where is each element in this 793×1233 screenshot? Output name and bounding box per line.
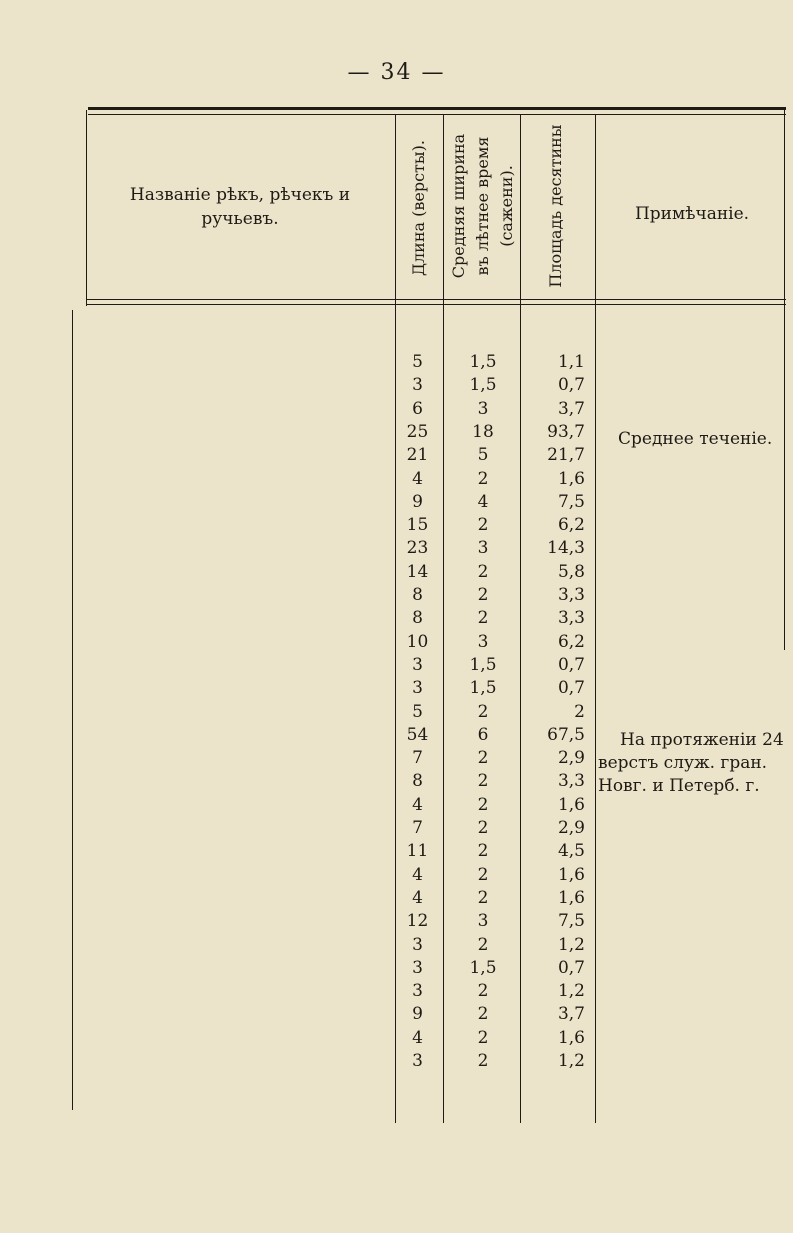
- table-row: [0, 398, 793, 421]
- width-cell: 1,5: [469, 352, 497, 372]
- table-row: [0, 491, 793, 514]
- length-cell: 25: [406, 421, 429, 442]
- width-cell: 2: [477, 864, 489, 885]
- area-cell: 1,6: [557, 1027, 585, 1048]
- area-cell: 14,3: [547, 538, 585, 559]
- length-cell: 54: [406, 724, 429, 745]
- length-cell: 9: [412, 1004, 423, 1025]
- width-cell: 2: [477, 1027, 489, 1048]
- width-cell: 2: [477, 1051, 489, 1071]
- table-row: [0, 1027, 793, 1050]
- area-cell: 21,7: [547, 445, 585, 466]
- area-cell: 1,6: [557, 864, 585, 885]
- area-cell: 1,6: [557, 468, 585, 489]
- width-cell: 2: [477, 561, 489, 582]
- length-cell: 23: [406, 538, 429, 559]
- length-cell: 3: [412, 375, 423, 396]
- length-cell: 10: [406, 631, 429, 652]
- table-row: [0, 934, 793, 957]
- note-tosna-line-3: Новг. и Петерб. г.: [598, 776, 760, 796]
- width-cell: 3: [477, 911, 489, 932]
- table-row: [0, 957, 793, 980]
- area-cell: 7,5: [557, 491, 585, 512]
- left-border: [86, 110, 87, 306]
- length-cell: 3: [412, 934, 423, 955]
- length-cell: 4: [412, 468, 423, 489]
- length-cell: 15: [406, 515, 429, 536]
- header-bottom-rule: [86, 299, 786, 300]
- table-row: [0, 910, 793, 933]
- area-cell: 7,5: [557, 911, 585, 932]
- length-cell: 21: [406, 445, 429, 466]
- area-cell: 1,2: [557, 1051, 585, 1071]
- width-cell: 2: [477, 585, 489, 605]
- area-cell: 6,2: [557, 515, 585, 536]
- length-cell: 3: [412, 957, 423, 978]
- page-number: — 34 —: [347, 60, 446, 85]
- width-cell: 3: [477, 631, 489, 652]
- length-cell: 3: [412, 981, 423, 1002]
- width-cell: 2: [477, 934, 489, 955]
- area-cell: 5,8: [557, 561, 585, 582]
- length-cell: 5: [412, 352, 423, 372]
- table-row: [0, 864, 793, 887]
- area-cell: 2,9: [557, 748, 585, 769]
- header-width-line-1: Средняя ширина: [449, 133, 468, 279]
- table-row: [0, 1050, 793, 1073]
- width-cell: 2: [477, 841, 489, 862]
- length-cell: 5: [412, 701, 423, 722]
- area-cell: 1,2: [557, 934, 585, 955]
- table-row: [0, 1003, 793, 1026]
- length-cell: 8: [412, 608, 423, 629]
- width-cell: 1,5: [469, 957, 497, 978]
- note-tosna-line-1: На протяженіи 24: [620, 730, 784, 750]
- length-cell: 3: [412, 1051, 423, 1071]
- area-cell: 1,2: [557, 981, 585, 1002]
- table-row: [0, 840, 793, 863]
- width-cell: 2: [477, 818, 489, 838]
- width-cell: 4: [477, 491, 489, 512]
- width-cell: 2: [477, 748, 489, 769]
- table-row: [0, 980, 793, 1003]
- note-tosna-line-2: верстъ служ. гран.: [598, 753, 768, 773]
- length-cell: 9: [412, 491, 423, 512]
- width-cell: 2: [477, 887, 489, 908]
- note-middle-course: Среднее теченіе.: [618, 429, 773, 449]
- width-cell: 2: [477, 771, 489, 792]
- length-cell: 4: [412, 1027, 423, 1048]
- header-length: Длина (версты).: [409, 140, 428, 276]
- area-cell: 3,7: [557, 1004, 585, 1025]
- width-cell: 1,5: [469, 654, 497, 675]
- width-cell: 18: [472, 421, 494, 442]
- top-rule: [88, 107, 786, 110]
- area-cell: 2,9: [557, 818, 585, 838]
- header-width-line-3: (сажени).: [497, 165, 516, 247]
- width-cell: 6: [477, 724, 489, 745]
- area-cell: 0,7: [557, 375, 585, 396]
- width-cell: 1,5: [469, 678, 497, 699]
- area-cell: 3,3: [557, 771, 585, 792]
- table-row: [0, 817, 793, 840]
- width-cell: 2: [477, 981, 489, 1002]
- area-cell: 4,5: [557, 841, 585, 862]
- table-row: [0, 537, 793, 560]
- length-cell: 3: [412, 654, 423, 675]
- length-cell: 6: [412, 398, 423, 419]
- area-cell: 1,6: [557, 794, 585, 815]
- table-row: [0, 468, 793, 491]
- width-cell: 2: [477, 794, 489, 815]
- length-cell: 4: [412, 794, 423, 815]
- area-cell: 3,3: [557, 608, 585, 629]
- header-name: Названіе рѣкъ, рѣчекъ и ручьевъ.: [129, 185, 351, 229]
- length-cell: 11: [406, 841, 429, 862]
- area-cell: 93,7: [547, 421, 585, 442]
- length-cell: 14: [406, 561, 429, 582]
- table-row: [0, 561, 793, 584]
- area-cell: 3,7: [557, 398, 585, 419]
- table-row: [0, 677, 793, 700]
- header-area: Площадь десятины: [546, 124, 565, 288]
- width-cell: 2: [477, 608, 489, 629]
- width-cell: 2: [477, 1004, 489, 1025]
- table-row: [0, 631, 793, 654]
- top-rule-thin: [88, 114, 786, 115]
- width-cell: 2: [477, 701, 489, 722]
- length-cell: 4: [412, 887, 423, 908]
- area-cell: 0,7: [557, 678, 585, 699]
- area-cell: 3,3: [557, 585, 585, 605]
- width-cell: 1,5: [469, 375, 497, 396]
- table-row: [0, 374, 793, 397]
- area-cell: 1,1: [557, 352, 585, 372]
- area-cell: 1,6: [557, 887, 585, 908]
- header-width-line-2: въ лѣтнее время: [473, 136, 492, 276]
- width-cell: 3: [477, 538, 489, 559]
- header-note: Примѣчаніе.: [634, 204, 750, 224]
- length-cell: 7: [412, 748, 423, 769]
- table-row: [0, 887, 793, 910]
- area-cell: 0,7: [557, 654, 585, 675]
- width-cell: 5: [477, 445, 489, 466]
- length-cell: 8: [412, 585, 423, 605]
- header-bottom-rule-2: [86, 304, 786, 305]
- table-row: [0, 701, 793, 724]
- length-cell: 4: [412, 864, 423, 885]
- table-row: [0, 351, 793, 374]
- table-row: [0, 607, 793, 630]
- length-cell: 7: [412, 818, 423, 838]
- table-row: [0, 514, 793, 537]
- length-cell: 12: [406, 911, 429, 932]
- area-cell: 67,5: [547, 724, 585, 745]
- area-cell: 0,7: [557, 957, 585, 978]
- width-cell: 3: [477, 398, 489, 419]
- table-row: [0, 654, 793, 677]
- length-cell: 8: [412, 771, 423, 792]
- length-cell: 3: [412, 678, 423, 699]
- area-cell: 6,2: [557, 631, 585, 652]
- area-cell: 2: [574, 701, 585, 722]
- width-cell: 2: [477, 468, 489, 489]
- width-cell: 2: [477, 515, 489, 536]
- table-row: [0, 584, 793, 607]
